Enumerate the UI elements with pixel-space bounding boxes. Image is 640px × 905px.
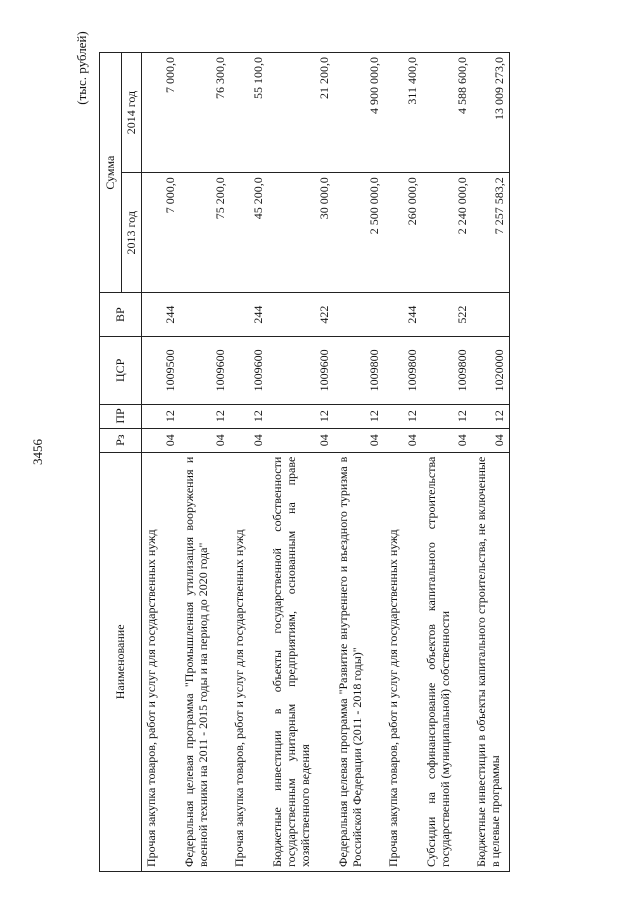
row-rz: 04	[230, 428, 268, 452]
row-name: Бюджетные инвестиции в объекты государственной собственности государственным унитарным предприятиям, основанным на праве хозяйственного ведения	[268, 452, 334, 871]
row-rz: 04	[334, 428, 384, 452]
table-row	[180, 53, 230, 872]
header-2014: 2014 год	[122, 53, 142, 173]
row-vr: 422	[268, 293, 334, 337]
row-vr: 244	[384, 293, 422, 337]
row-pr: 12	[180, 404, 230, 428]
row-csr: 1009600	[180, 336, 230, 404]
row-pr: 12	[334, 404, 384, 428]
row-rz: 04	[142, 428, 180, 452]
row-csr: 1009500	[142, 336, 180, 404]
row-name: Бюджетные инвестиции в объекты капитального строительства, не включенные в целевые программы	[472, 452, 510, 871]
units-label: (тыс. рублей)	[74, 31, 89, 105]
row-pr: 12	[472, 404, 510, 428]
row-2014: 7 000,0	[142, 53, 180, 173]
table-row	[422, 53, 472, 872]
row-2013: 45 200,0	[230, 173, 268, 293]
row-name: Прочая закупка товаров, работ и услуг для государственных нужд	[230, 452, 268, 871]
row-csr: 1020000	[472, 336, 510, 404]
header-rz: Рз	[100, 428, 142, 452]
table-row	[230, 53, 268, 872]
row-rz: 04	[422, 428, 472, 452]
row-csr: 1009600	[268, 336, 334, 404]
row-vr: 522	[422, 293, 472, 337]
table-row	[334, 53, 384, 872]
row-rz: 04	[180, 428, 230, 452]
row-2014: 76 300,0	[180, 53, 230, 173]
header-vr: ВР	[100, 293, 142, 337]
row-csr: 1009600	[230, 336, 268, 404]
row-name: Федеральная целевая программа "Развитие внутреннего и въездного туризма в Российской Федерации (2011 - 2018 годы)"	[334, 452, 384, 871]
row-pr: 12	[384, 404, 422, 428]
row-name: Федеральная целевая программа "Промышленная утилизация вооружения и военной техники на 2011 - 2015 годы и на период до 2020 года"	[180, 452, 230, 871]
table-row	[268, 53, 334, 872]
row-csr: 1009800	[334, 336, 384, 404]
row-2014: 4 588 600,0	[422, 53, 472, 173]
table-row	[142, 53, 180, 872]
rotated-page-content	[99, 52, 531, 872]
row-2013: 2 500 000,0	[334, 173, 384, 293]
row-name: Прочая закупка товаров, работ и услуг для государственных нужд	[142, 452, 180, 871]
header-csr: ЦСР	[100, 336, 142, 404]
row-2013: 2 240 000,0	[422, 173, 472, 293]
row-vr	[334, 293, 384, 337]
row-rz: 04	[472, 428, 510, 452]
row-2013: 260 000,0	[384, 173, 422, 293]
row-2013: 30 000,0	[268, 173, 334, 293]
page-number: 3456	[30, 439, 45, 465]
row-rz: 04	[268, 428, 334, 452]
row-2013: 75 200,0	[180, 173, 230, 293]
row-name: Прочая закупка товаров, работ и услуг для государственных нужд	[384, 452, 422, 871]
row-rz: 04	[384, 428, 422, 452]
row-vr	[180, 293, 230, 337]
row-csr: 1009800	[422, 336, 472, 404]
row-csr: 1009800	[384, 336, 422, 404]
row-2014: 55 100,0	[230, 53, 268, 173]
row-2013: 7 257 583,2	[472, 173, 510, 293]
row-pr: 12	[230, 404, 268, 428]
table-row	[384, 53, 422, 872]
header-2013: 2013 год	[122, 173, 142, 293]
row-vr: 244	[230, 293, 268, 337]
row-2014: 4 900 000,0	[334, 53, 384, 173]
budget-table	[99, 52, 510, 872]
row-pr: 12	[142, 404, 180, 428]
row-pr: 12	[268, 404, 334, 428]
row-vr: 244	[142, 293, 180, 337]
row-pr: 12	[422, 404, 472, 428]
row-name: Субсидии на софинансирование объектов капитального строительства государственной (муниципальной) собственности	[422, 452, 472, 871]
header-name: Наименование	[100, 452, 142, 871]
row-2014: 13 009 273,0	[472, 53, 510, 173]
row-2014: 311 400,0	[384, 53, 422, 173]
row-2013: 7 000,0	[142, 173, 180, 293]
table-row	[472, 53, 510, 872]
row-2014: 21 200,0	[268, 53, 334, 173]
header-pr: ПР	[100, 404, 142, 428]
row-vr	[472, 293, 510, 337]
header-sum: Сумма	[100, 53, 122, 293]
